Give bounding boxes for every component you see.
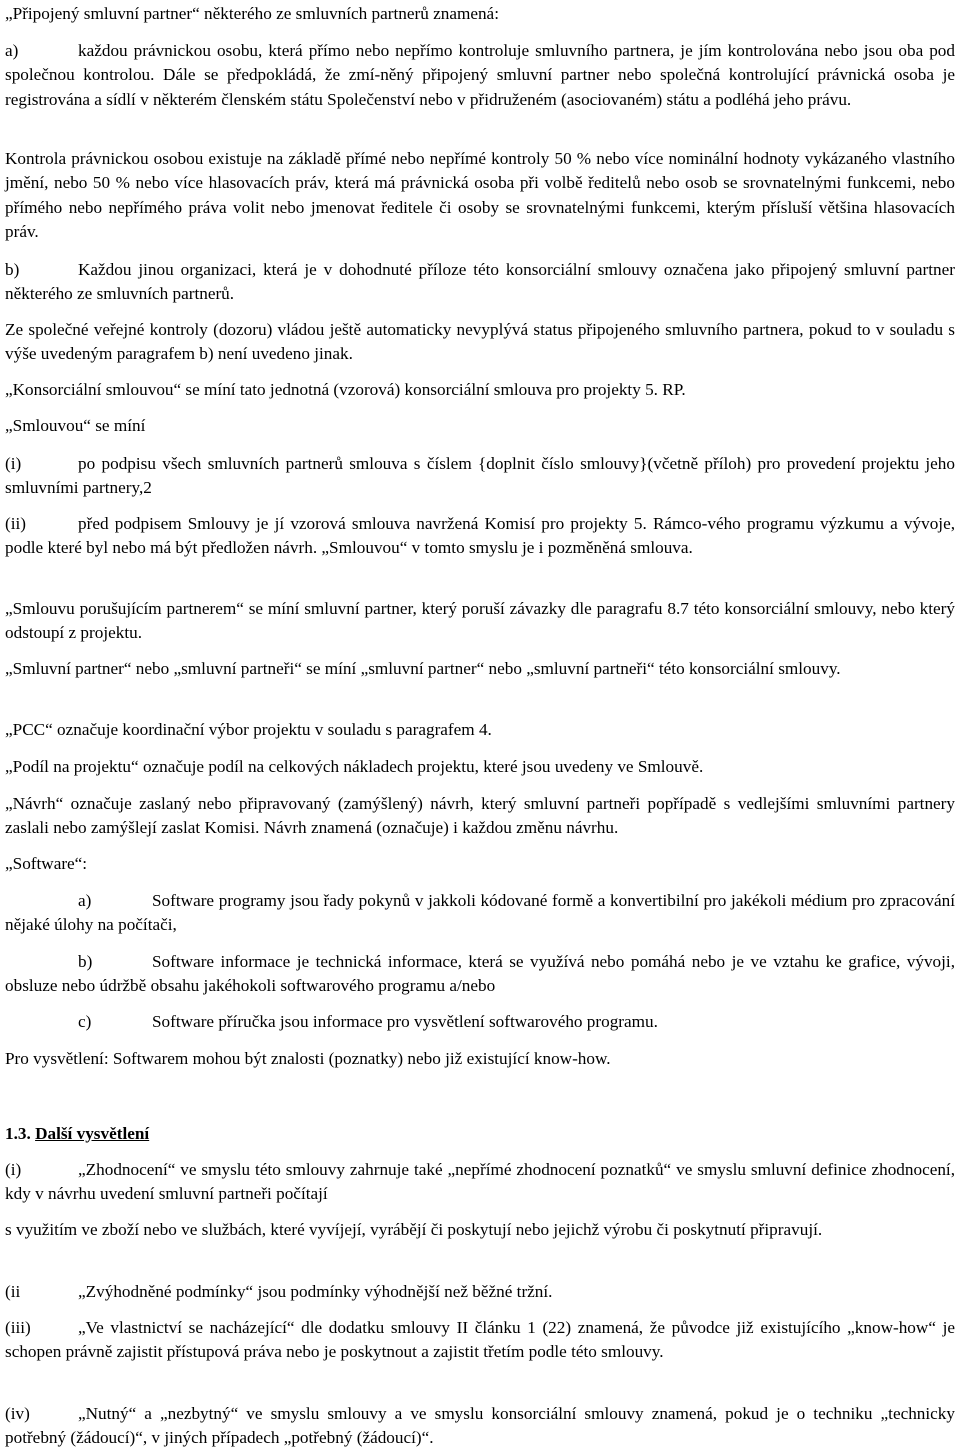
definition-affiliated-partner-a [5, 39, 955, 112]
item-marker: (iv) [5, 1404, 30, 1423]
paragraph-text: Každou jinou organizaci, která je v dohodnuté příloze této konsorciální smlouvy označena jako připojený smluvní partner některého ze smluvních partnerů. [5, 260, 955, 304]
item-marker: b) [78, 952, 93, 971]
definition-contract-intro: „Smlouvou“ se míní [5, 416, 146, 435]
definition-contract-ii [5, 512, 955, 561]
section-heading [5, 1122, 955, 1146]
paragraph-text: Software programy jsou řady pokynů v jakkoli kódované formě a konvertibilní pro jakékoli médium pro zpracování nějaké úlohy na počítači, [5, 891, 955, 935]
definition-control: Kontrola právnickou osobou existuje na základě přímé nebo nepřímé kontroly 50 % nebo více nominální hodnoty vykázaného vlastního jmění, nebo 50 % nebo více hlasovacích práv, která má právnická osoba při volbě ředitelů nebo osob se srovnatelnými funkcemi, nebo přímého nebo nepřímého práva volit nebo jmenovat ředitele či osoby se srovnatelnými funkcemi, kterým přísluší většina hlasovacích práv. [5, 149, 955, 242]
item-marker: (iii) [5, 1318, 31, 1337]
explanation-valorisation [5, 1158, 955, 1207]
paragraph-text: po podpisu všech smluvních partnerů smlouva s číslem {doplnit číslo smlouvy}(včetně příloh) pro provedení projektu jeho smluvními partnery,2 [5, 454, 955, 498]
item-marker: a) [78, 891, 92, 910]
definition-contract-partner: „Smluvní partner“ nebo „smluvní partneři“ se míní „smluvní partner“ nebo „smluvní partneři“ této konsorciální smlouvy. [5, 659, 841, 678]
explanation-favourable-terms [5, 1280, 955, 1304]
item-marker: (i) [5, 1160, 22, 1179]
paragraph-text: před podpisem Smlouvy je jí vzorová smlouva navržená Komisí pro projekty 5. Rámco-vého programu výzkumu a vývoje, podle které byl nebo má být předložen návrh. „Smlouvou“ v tomto smyslu je i pozměněná smlouva. [5, 514, 955, 558]
paragraph-text: „Nutný“ a „nezbytný“ ve smyslu smlouvy a ve smyslu konsorciální smlouvy znamená, pokud je o techniku „technicky potřebný (žádoucí)“, v jiných případech „potřebný (žádoucí)“. [5, 1404, 955, 1448]
paragraph-text: každou právnickou osobu, která přímo nebo nepřímo kontroluje smluvního partnera, je jím kontrolována nebo jsou oba pod společnou kontrolou. Dále se předpokládá, že zmí-něný připojený smluvní partner nebo společná kontrolující právnická osoba je registrována a sídlí v některém členském státu Společenství nebo v přidruženém (asociovaném) státu a podléhá jeho právu. [5, 41, 955, 109]
item-marker: b) [5, 260, 20, 279]
explanation-necessary [5, 1402, 955, 1451]
definition-project-share: „Podíl na projektu“ označuje podíl na celkových nákladech projektu, které jsou uvedeny ve Smlouvě. [5, 757, 704, 776]
item-marker: a) [5, 41, 19, 60]
definition-software-intro: „Software“: [5, 854, 88, 873]
definition-software-b [5, 950, 955, 999]
explanation-valorisation-continued: s využitím ve zboží nebo ve službách, které vyvíjejí, vyrábějí či poskytují nebo jejichž výrobu či poskytnutí připravují. [5, 1220, 823, 1239]
explanation-ownership [5, 1316, 955, 1365]
item-marker: (i) [5, 454, 22, 473]
definition-software-note: Pro vysvětlení: Softwarem mohou být znalosti (poznatky) nebo již existující know-how. [5, 1049, 611, 1068]
item-marker: (ii [5, 1282, 21, 1301]
paragraph-text: „Zhodnocení“ ve smyslu této smlouvy zahrnuje také „nepřímé zhodnocení poznatků“ ve smyslu smluvní definice zhodnocení, kdy v návrhu uvedení smluvní partneři počítají [5, 1160, 955, 1204]
item-marker: (ii) [5, 514, 26, 533]
definition-public-control: Ze společné veřejné kontroly (dozoru) vládou ještě automaticky nevyplývá status připojeného smluvního partnera, pokud to v souladu s výše uvedeným paragrafem b) není uvedeno jinak. [5, 320, 955, 364]
paragraph-text: Software informace je technická informace, která se využívá nebo pomáhá nebo je ve vztahu ke grafice, vývoji, obsluze nebo údržbě obsahu jakéhokoli softwarového programu a/nebo [5, 952, 955, 996]
definition-pcc: „PCC“ označuje koordinační výbor projektu v souladu s paragrafem 4. [5, 720, 492, 739]
definition-affiliated-partner-b [5, 258, 955, 307]
paragraph-text: Software příručka jsou informace pro vysvětlení softwarového programu. [152, 1012, 658, 1031]
definition-defaulting-partner: „Smlouvu porušujícím partnerem“ se míní smluvní partner, který poruší závazky dle paragrafu 8.7 této konsorciální smlouvy, nebo který odstoupí z projektu. [5, 599, 955, 643]
definition-software-c [5, 1010, 955, 1034]
paragraph-text: „Ve vlastnictví se nacházející“ dle dodatku smlouvy II článku 1 (22) znamená, že původce již existujícího „know-how“ je schopen právně zajistit přístupová práva nebo je poskytnout a zajistit třetím podle této smlouvy. [5, 1318, 955, 1362]
paragraph-text: „Zvýhodněné podmínky“ jsou podmínky výhodnější než běžné tržní. [78, 1282, 553, 1301]
definition-consortium-agreement: „Konsorciální smlouvou“ se míní tato jednotná (vzorová) konsorciální smlouva pro projekty 5. RP. [5, 380, 686, 399]
item-marker: c) [78, 1012, 92, 1031]
definition-proposal: „Návrh“ označuje zaslaný nebo připravovaný (zamýšlený) návrh, který smluvní partneři popřípadě s vedlejšími smluvními partnery zaslali nebo zamýšlejí zaslat Komisi. Návrh znamená (označuje) i každou změnu návrhu. [5, 794, 955, 838]
definition-contract-i [5, 452, 955, 501]
definition-affiliated-partner-intro: „Připojený smluvní partner“ některého ze smluvních partnerů znamená: [5, 4, 499, 23]
section-number: 1.3. [5, 1124, 31, 1143]
definition-software-a [5, 889, 955, 938]
section-title: Další vysvětlení [35, 1124, 150, 1143]
